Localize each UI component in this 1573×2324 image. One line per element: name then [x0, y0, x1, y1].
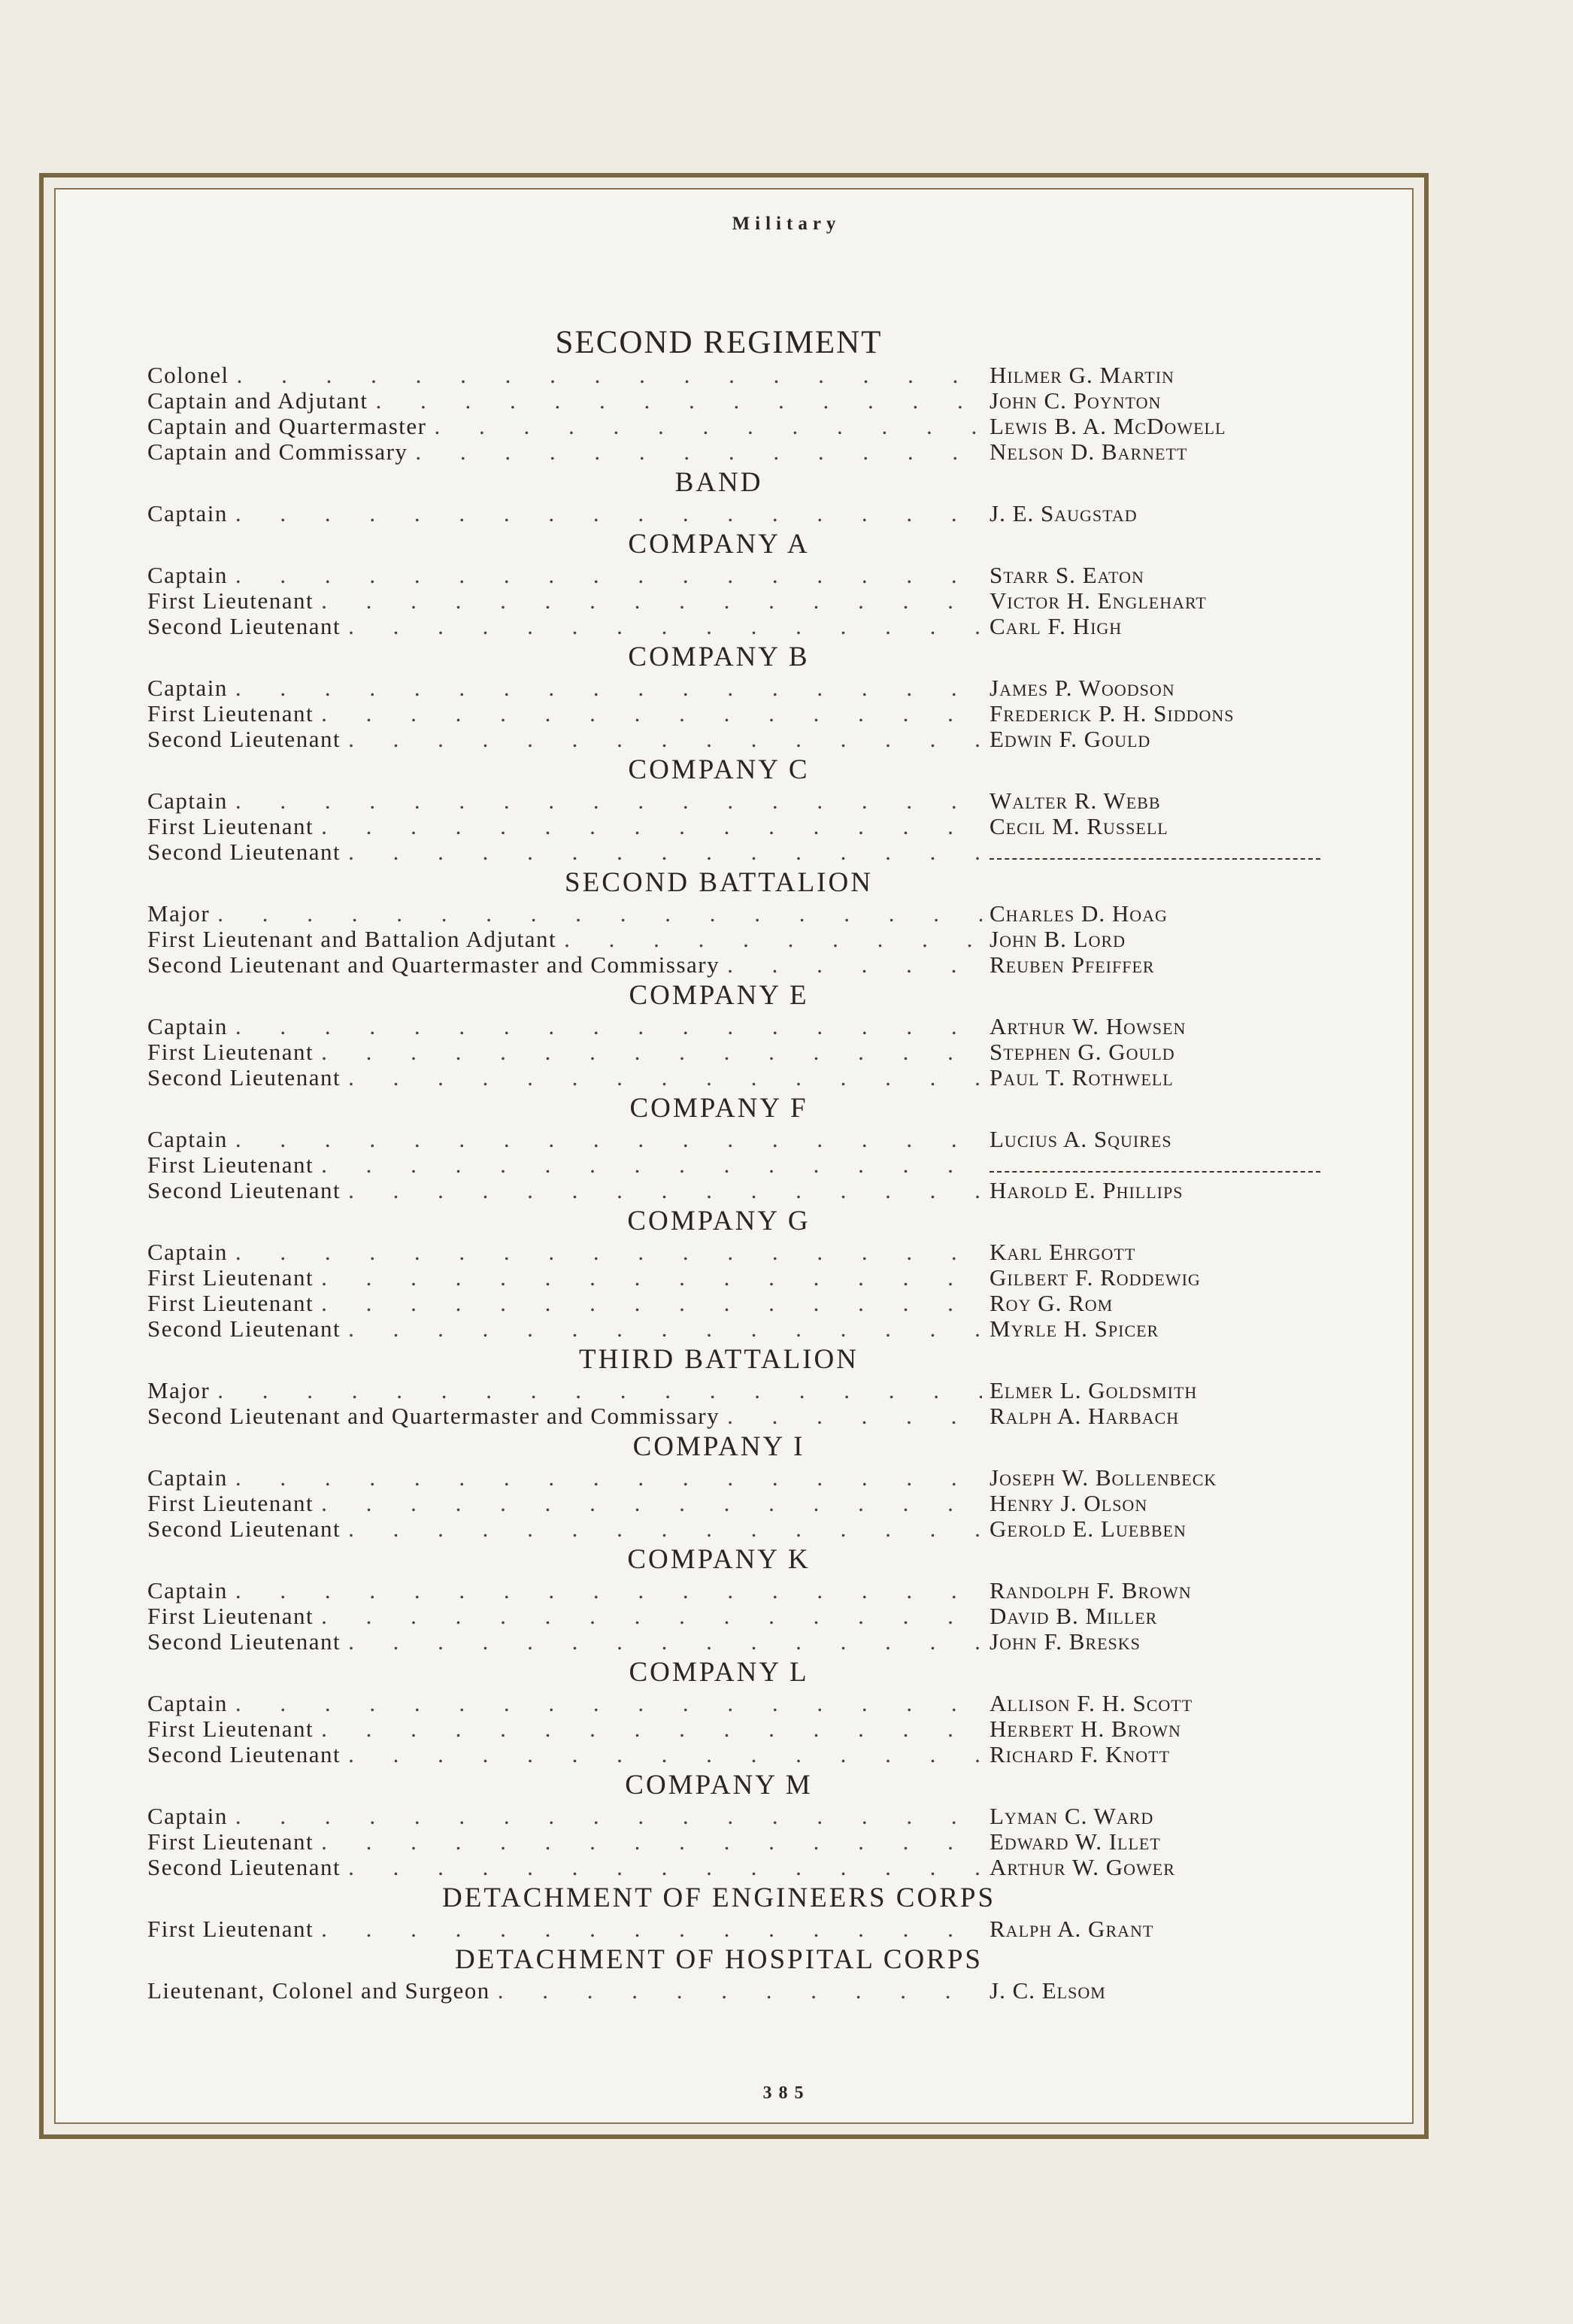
officer-name: Victor H. Englehart: [990, 587, 1207, 614]
officer-name: Reuben Pfeiffer: [990, 951, 1155, 978]
rank-label: Captain: [147, 1464, 228, 1491]
officer-name: Hilmer G. Martin: [990, 362, 1174, 388]
rank-label: Second Lieutenant: [147, 1854, 341, 1880]
dot-leader: [348, 1178, 982, 1203]
dot-leader: [235, 563, 982, 588]
section-title: COMPANY C: [628, 754, 810, 785]
dot-leader: [235, 501, 982, 526]
dot-leader: [321, 1039, 982, 1065]
officer-name: Joseph W. Bollenbeck: [990, 1464, 1217, 1491]
roster-row: [147, 1491, 1320, 1516]
officer-name: Carl F. High: [990, 613, 1123, 639]
rank-label: Captain and Commissary: [147, 438, 408, 465]
officer-name: Allison F. H. Scott: [990, 1690, 1193, 1716]
rank-label: First Lieutenant: [147, 1603, 314, 1629]
officer-name: John F. Bresks: [990, 1628, 1141, 1655]
roster-row: [147, 1855, 1320, 1880]
roster-row: [147, 1178, 1320, 1203]
dot-leader: [415, 439, 982, 465]
roster-row: [147, 1039, 1320, 1065]
roster-row: [147, 1516, 1320, 1542]
dot-leader: [727, 1403, 982, 1429]
section-title: COMPANY I: [632, 1431, 805, 1462]
rank-label: Second Lieutenant and Quartermaster and Commissary: [147, 951, 720, 978]
dot-leader: [434, 414, 982, 439]
rank-label: Captain: [147, 787, 228, 814]
dot-leader: [321, 814, 982, 839]
dot-leader: [235, 1691, 982, 1716]
dot-leader: [217, 901, 982, 927]
roster-row: [147, 1239, 1320, 1265]
dot-leader: [321, 1716, 982, 1742]
dot-leader: [235, 1465, 982, 1491]
officer-name: Karl Ehrgott: [990, 1239, 1136, 1265]
dot-leader: [348, 1316, 982, 1342]
rank-label: Captain: [147, 1239, 228, 1265]
rank-label: Second Lieutenant: [147, 1177, 341, 1203]
officer-name: Myrle H. Spicer: [990, 1315, 1159, 1342]
roster-row: [147, 1065, 1320, 1091]
officer-name: Ralph A. Grant: [990, 1916, 1154, 1942]
rank-label: Captain: [147, 1577, 228, 1603]
rank-label: Second Lieutenant and Quartermaster and Commissary: [147, 1403, 720, 1429]
vacant-line: [990, 1157, 1320, 1173]
dot-leader: [321, 701, 982, 727]
officer-name: Edward W. Illet: [990, 1828, 1161, 1855]
dot-leader: [348, 1855, 982, 1880]
roster-row: [147, 1152, 1320, 1178]
rank-label: First Lieutenant: [147, 700, 314, 727]
rank-label: Captain: [147, 500, 228, 526]
roster-row: [147, 1291, 1320, 1316]
rank-label: First Lieutenant: [147, 1264, 314, 1291]
officer-name: Lucius A. Squires: [990, 1126, 1172, 1152]
dot-leader: [348, 1742, 982, 1767]
rank-label: Second Lieutenant: [147, 726, 341, 752]
dot-leader: [321, 1152, 982, 1178]
officer-name: Harold E. Phillips: [990, 1177, 1184, 1203]
dot-leader: [235, 675, 982, 701]
rank-label: Captain: [147, 1013, 228, 1039]
officer-roster: [147, 323, 1320, 2004]
roster-row: [147, 675, 1320, 701]
officer-name: Stephen G. Gould: [990, 1039, 1175, 1065]
dot-leader: [237, 363, 982, 388]
rank-label: First Lieutenant: [147, 1716, 314, 1742]
officer-name: Walter R. Webb: [990, 787, 1161, 814]
rank-label: Second Lieutenant: [147, 1628, 341, 1655]
rank-label: Captain: [147, 1690, 228, 1716]
dot-leader: [321, 1265, 982, 1291]
rank-label: Second Lieutenant: [147, 613, 341, 639]
roster-row: [147, 1716, 1320, 1742]
roster-row: [147, 1629, 1320, 1655]
officer-name: James P. Woodson: [990, 675, 1175, 701]
rank-label: Captain and Quartermaster: [147, 413, 427, 439]
rank-label: Second Lieutenant: [147, 1515, 341, 1542]
roster-row: [147, 588, 1320, 614]
roster-row: [147, 814, 1320, 839]
roster-row: [147, 1127, 1320, 1152]
vacant-line: [990, 845, 1320, 860]
section-title: COMPANY K: [627, 1544, 811, 1575]
officer-name: Gerold E. Luebben: [990, 1515, 1187, 1542]
rank-label: Captain: [147, 562, 228, 588]
dot-leader: [217, 1378, 982, 1403]
dot-leader: [727, 952, 982, 978]
section-title: DETACHMENT OF ENGINEERS CORPS: [441, 1883, 996, 1913]
roster-row: [147, 1316, 1320, 1342]
officer-name: Ralph A. Harbach: [990, 1403, 1180, 1429]
officer-name: Cecil M. Russell: [990, 813, 1168, 839]
roster-row: [147, 1603, 1320, 1629]
roster-row: [147, 1978, 1320, 2004]
rank-label: Second Lieutenant: [147, 1064, 341, 1091]
officer-name: Charles D. Hoag: [990, 900, 1168, 927]
officer-name: Herbert H. Brown: [990, 1716, 1181, 1742]
dot-leader: [321, 1916, 982, 1942]
roster-row: [147, 839, 1320, 865]
dot-leader: [348, 1065, 982, 1091]
roster-row: [147, 1403, 1320, 1429]
rank-label: Second Lieutenant: [147, 1741, 341, 1767]
roster-row: [147, 1691, 1320, 1716]
officer-name: Randolph F. Brown: [990, 1577, 1192, 1603]
roster-row: [147, 388, 1320, 414]
dot-leader: [321, 588, 982, 614]
dot-leader: [564, 927, 982, 952]
section-title: COMPANY M: [625, 1770, 813, 1801]
officer-name: Starr S. Eaton: [990, 562, 1144, 588]
officer-name: Roy G. Rom: [990, 1290, 1114, 1316]
dot-leader: [235, 1014, 982, 1039]
rank-label: Captain and Adjutant: [147, 387, 368, 414]
roster-row: [147, 1465, 1320, 1491]
dot-leader: [235, 1578, 982, 1603]
officer-name: Edwin F. Gould: [990, 726, 1151, 752]
rank-label: First Lieutenant: [147, 813, 314, 839]
officer-name: Elmer L. Goldsmith: [990, 1377, 1198, 1403]
rank-label: First Lieutenant and Battalion Adjutant: [147, 926, 557, 952]
roster-row: [147, 414, 1320, 439]
section-title: DETACHMENT OF HOSPITAL CORPS: [454, 1944, 983, 1975]
section-title: COMPANY L: [629, 1657, 809, 1688]
running-head: Military: [732, 214, 841, 234]
rank-label: First Lieutenant: [147, 1290, 314, 1316]
dot-leader: [321, 1829, 982, 1855]
dot-leader: [348, 1629, 982, 1655]
section-title: BAND: [674, 467, 763, 498]
roster-row: [147, 614, 1320, 639]
roster-row: [147, 1378, 1320, 1403]
dot-leader: [375, 388, 982, 414]
dot-leader: [348, 614, 982, 639]
rank-label: Lieutenant, Colonel and Surgeon: [147, 1977, 490, 2004]
section-title: COMPANY G: [627, 1206, 811, 1236]
page-number: 385: [762, 2083, 811, 2103]
dot-leader: [348, 839, 982, 865]
rank-label: Second Lieutenant: [147, 1315, 341, 1342]
officer-name: Henry J. Olson: [990, 1490, 1148, 1516]
dot-leader: [321, 1291, 982, 1316]
section-title: SECOND REGIMENT: [555, 325, 883, 360]
officer-name: John B. Lord: [990, 926, 1126, 952]
rank-label: First Lieutenant: [147, 1828, 314, 1855]
officer-name: Frederick P. H. Siddons: [990, 700, 1235, 727]
roster-row: [147, 701, 1320, 727]
dot-leader: [321, 1603, 982, 1629]
rank-label: Second Lieutenant: [147, 839, 341, 865]
section-title: COMPANY A: [628, 529, 810, 560]
roster-row: [147, 1916, 1320, 1942]
roster-row: [147, 1014, 1320, 1039]
rank-label: First Lieutenant: [147, 1151, 314, 1178]
roster-row: [147, 1804, 1320, 1829]
rank-label: First Lieutenant: [147, 1039, 314, 1065]
section-title: COMPANY B: [628, 642, 810, 672]
officer-name: Nelson D. Barnett: [990, 438, 1188, 465]
dot-leader: [348, 727, 982, 752]
dot-leader: [235, 1804, 982, 1829]
roster-row: [147, 1742, 1320, 1767]
dot-leader: [348, 1516, 982, 1542]
officer-name: Arthur W. Howsen: [990, 1013, 1187, 1039]
officer-name: J. C. Elsom: [990, 1977, 1106, 2004]
roster-row: [147, 788, 1320, 814]
dot-leader: [498, 1978, 982, 2004]
roster-row: [147, 439, 1320, 465]
officer-name: Lyman C. Ward: [990, 1803, 1154, 1829]
dot-leader: [235, 1239, 982, 1265]
roster-row: [147, 1265, 1320, 1291]
rank-label: Colonel: [147, 362, 229, 388]
roster-row: [147, 952, 1320, 978]
officer-name: John C. Poynton: [990, 387, 1162, 414]
officer-name: Gilbert F. Roddewig: [990, 1264, 1201, 1291]
roster-row: [147, 927, 1320, 952]
officer-name: Richard F. Knott: [990, 1741, 1171, 1767]
section-title: COMPANY E: [629, 980, 809, 1011]
roster-row: [147, 501, 1320, 526]
rank-label: First Lieutenant: [147, 1916, 314, 1942]
section-title: THIRD BATTALION: [579, 1344, 859, 1375]
dot-leader: [235, 1127, 982, 1152]
rank-label: Captain: [147, 1803, 228, 1829]
rank-label: Captain: [147, 1126, 228, 1152]
rank-label: First Lieutenant: [147, 1490, 314, 1516]
officer-name: Paul T. Rothwell: [990, 1064, 1174, 1091]
roster-row: [147, 727, 1320, 752]
roster-row: [147, 901, 1320, 927]
rank-label: Captain: [147, 675, 228, 701]
section-title: COMPANY F: [629, 1093, 808, 1124]
officer-name: Arthur W. Gower: [990, 1854, 1175, 1880]
roster-row: [147, 563, 1320, 588]
rank-label: Major: [147, 900, 211, 927]
section-title: SECOND BATTALION: [565, 867, 873, 898]
dot-leader: [235, 788, 982, 814]
roster-row: [147, 1829, 1320, 1855]
rank-label: First Lieutenant: [147, 587, 314, 614]
dot-leader: [321, 1491, 982, 1516]
officer-name: David B. Miller: [990, 1603, 1158, 1629]
rank-label: Major: [147, 1377, 211, 1403]
roster-row: [147, 363, 1320, 388]
roster-row: [147, 1578, 1320, 1603]
officer-name: Lewis B. A. McDowell: [990, 413, 1226, 439]
officer-name: J. E. Saugstad: [990, 500, 1138, 526]
